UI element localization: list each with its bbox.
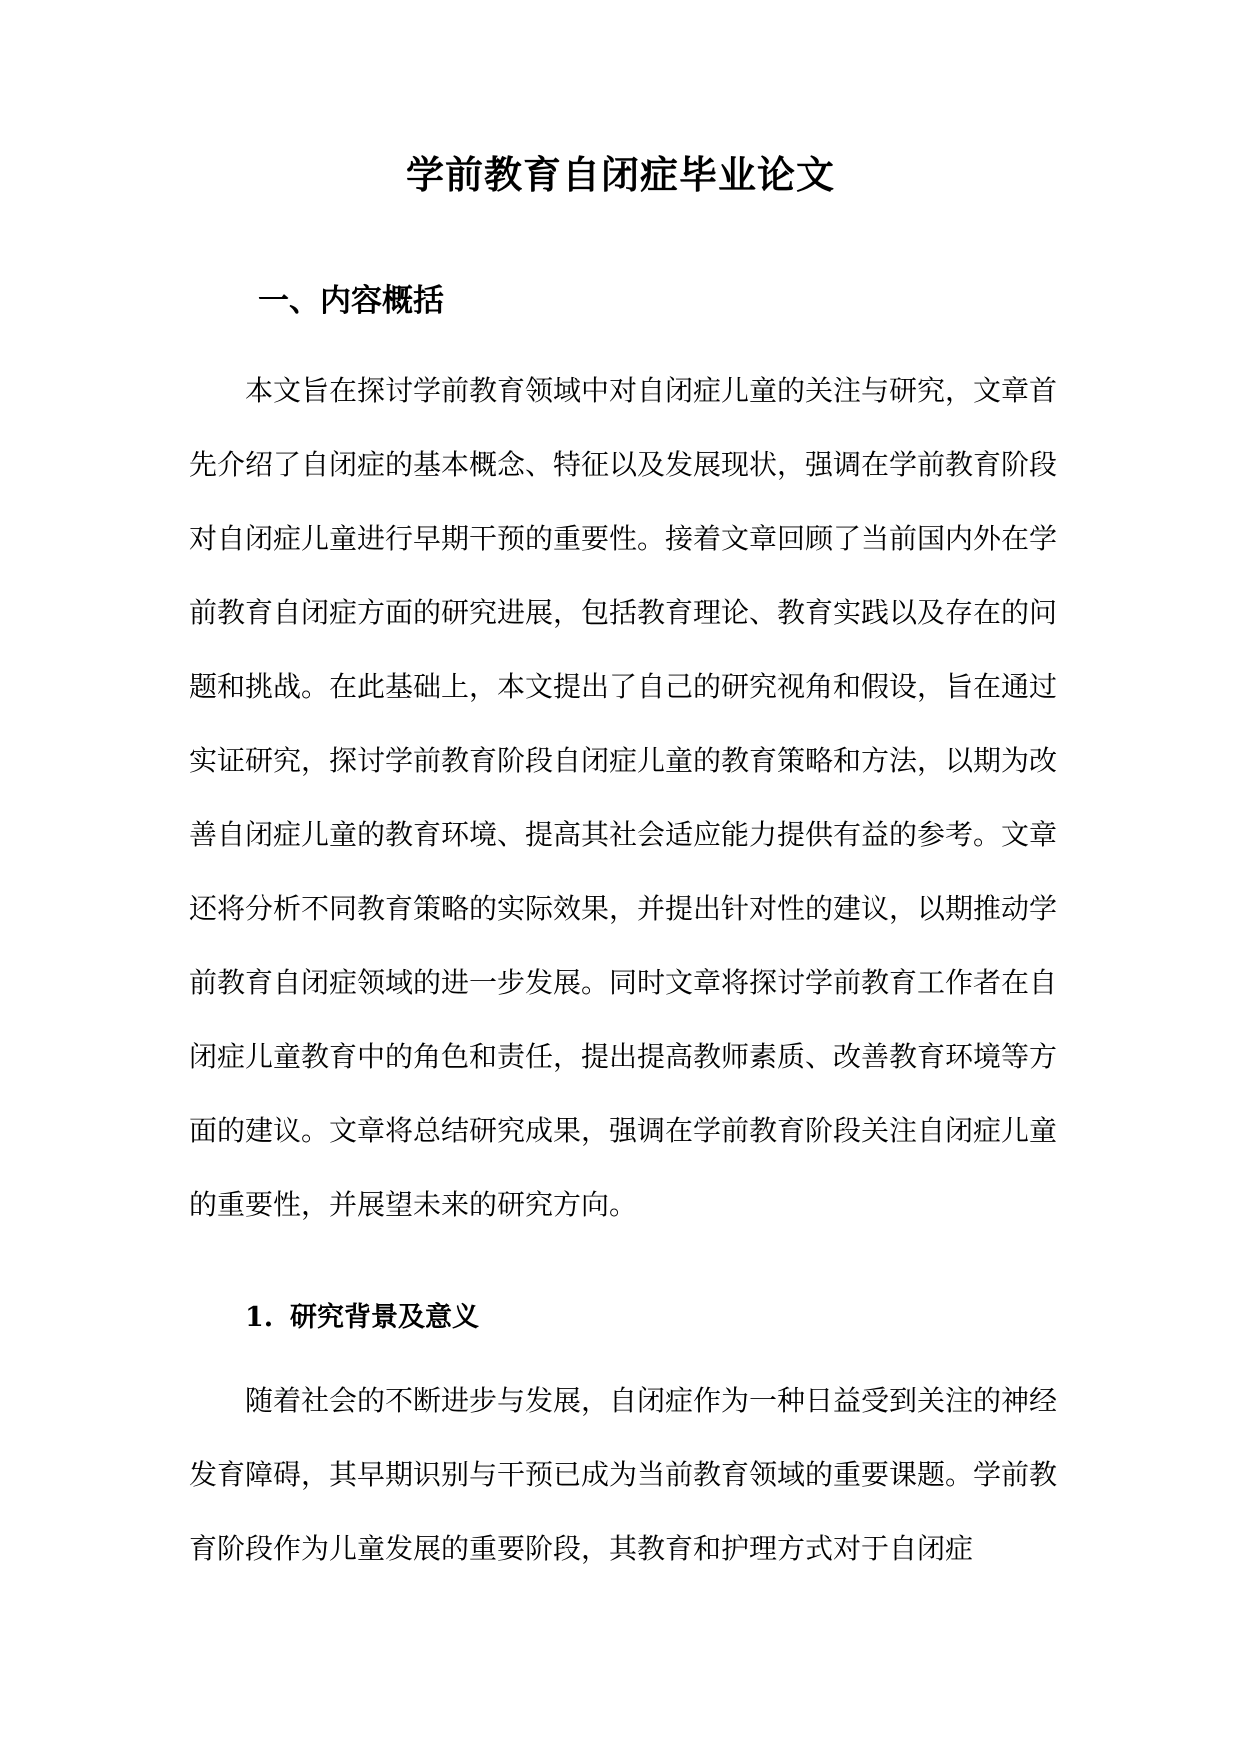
subsection-number: 1. xyxy=(245,1302,274,1333)
section-heading-overview: 一、内容概括 xyxy=(258,283,444,319)
overview-paragraph: 本文旨在探讨学前教育领域中对自闭症儿童的关注与研究，文章首先介绍了自闭症的基本概念、特征以及发展现状，强调在学前教育阶段对自闭症儿童进行早期干预的重要性。接着文章回顾了当前国内外在学前教育自闭症方面的研究进展，包括教育理论、教育实践以及存在的问题和挑战。在此基础上，本文提出了自己的研究视角和假设，旨在通过实证研究，探讨学前教育阶段自闭症儿童的教育策略和方法，以期为改善自闭症儿童的教育环境、提高其社会适应能力提供有益的参考。文章还将分析不同教育策略的实际效果，并提出针对性的建议，以期推动学前教育自闭症领域的进一步发展。同时文章将探讨学前教育工作者在自闭症儿童教育中的角色和责任，提出提高教师素质、改善教育环境等方面的建议。文章将总结研究成果，强调在学前教育阶段关注自闭症儿童的重要性，并展望未来的研究方向。 xyxy=(189,374,1058,1221)
document-title: 学前教育自闭症毕业论文 xyxy=(405,152,835,197)
background-paragraph: 随着社会的不断进步与发展，自闭症作为一种日益受到关注的神经发育障碍，其早期识别与干预已成为当前教育领域的重要课题。学前教育阶段作为儿童发展的重要阶段，其教育和护理方式对于自闭症 xyxy=(189,1384,1058,1565)
subsection-title: 研究背景及意义 xyxy=(290,1302,479,1333)
subsection-heading-background xyxy=(245,1298,479,1338)
